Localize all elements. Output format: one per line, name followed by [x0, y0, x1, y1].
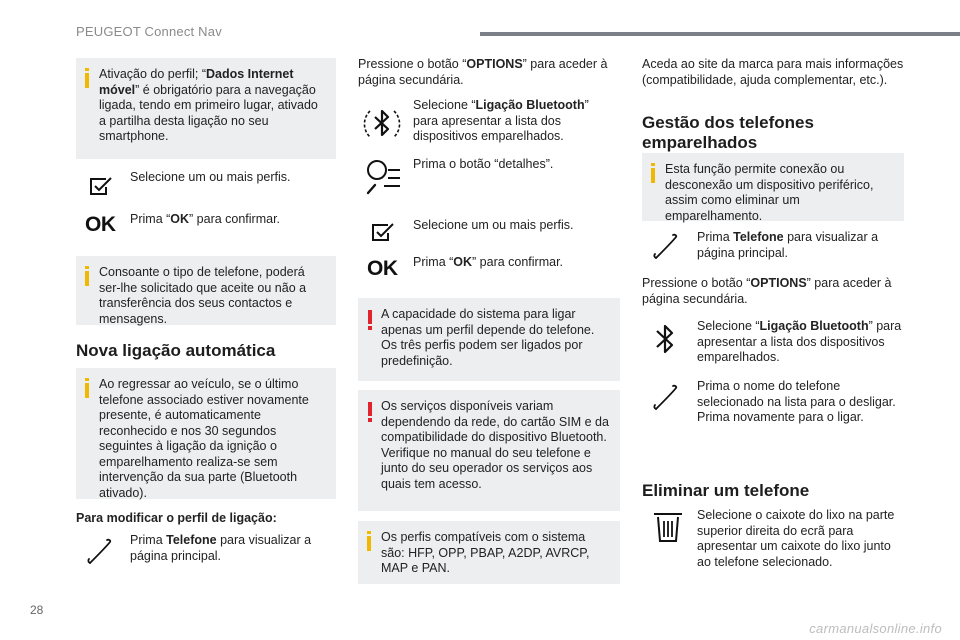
running-header: PEUGEOT Connect Nav: [76, 24, 222, 39]
phone-icon: [652, 233, 680, 261]
info-icon: [366, 531, 374, 551]
phone-icon: [86, 538, 114, 566]
section-heading-paired-phones: Gestão dos telefones emparelhados: [642, 113, 814, 152]
details-icon: [364, 157, 404, 197]
checkbox-icon: [371, 222, 395, 242]
trash-icon: [652, 510, 684, 544]
select-bluetooth-text: Selecione “Ligação Bluetooth” para apresentar a lista dos dispositivos emparelhados.: [697, 319, 902, 364]
press-phone-text: Prima Telefone para visualizar a página principal.: [130, 533, 312, 563]
trash-instruction-text: Selecione o caixote do lixo na parte superior direita do ecrã para apresentar um caixote do lixo junto ao telefone selecionado.: [697, 508, 895, 569]
warning-icon: [367, 310, 375, 330]
confirm-ok-text: Prima “OK” para confirmar.: [413, 255, 564, 269]
select-bluetooth-text: Selecione “Ligação Bluetooth” para apresentar a lista dos dispositivos emparelhados.: [413, 98, 589, 143]
info-box-auto-connection: [76, 368, 336, 499]
warning-icon: [367, 402, 375, 422]
brand-site-text: Aceda ao site da marca para mais informações (compatibilidade, ajuda complementar, etc.).: [642, 57, 904, 87]
warning-text: A capacidade do sistema para ligar apenas um perfil depende do telefone. Os três perfis podem ser ligados por predefinição.: [381, 307, 595, 368]
info-box-contacts-transfer: [76, 256, 336, 325]
press-phone-name-text: Prima o nome do telefone selecionado na lista para o desligar. Prima novamente para o ligar.: [697, 379, 896, 424]
phone-icon: [652, 384, 680, 412]
info-text: Os perfis compatíveis com o sistema são: HFP, OPP, PBAP, A2DP, AVRCP, MAP e PAN.: [381, 530, 590, 575]
details-text: Prima o botão “detalhes”.: [413, 157, 554, 171]
info-text: Consoante o tipo de telefone, poderá ser-lhe solicitado que aceite ou não a transferência dos seus contactos e mensagens.: [99, 265, 307, 326]
header-rule: [480, 32, 960, 36]
page-number: 28: [30, 603, 44, 617]
info-box-compatible-profiles: [358, 521, 620, 584]
ok-icon: OK: [367, 257, 398, 280]
select-profiles-text: Selecione um ou mais perfis.: [413, 218, 574, 232]
press-phone-text: Prima Telefone para visualizar a página principal.: [697, 230, 879, 260]
info-box-profile-activation: [76, 58, 336, 159]
info-icon: [650, 163, 658, 183]
info-box-paired-phones: [642, 153, 904, 221]
info-icon: [84, 378, 92, 398]
warning-text: Os serviços disponíveis variam dependendo da rede, do cartão SIM e da compatibilidade do dispositivo Bluetooth. Verifique no manual do seu telefone e junto do seu operador os serviços aos quais tem acesso.: [381, 399, 609, 491]
info-icon: [84, 68, 92, 88]
select-profiles-text: Selecione um ou mais perfis.: [130, 170, 291, 184]
ok-icon: OK: [85, 213, 116, 236]
bluetooth-icon: [654, 322, 676, 356]
section-heading-auto-connection: Nova ligação automática: [76, 341, 276, 360]
options-instruction: Pressione o botão “OPTIONS” para aceder à página secundária.: [358, 57, 608, 87]
info-text: Esta função permite conexão ou desconexão um dispositivo periférico, assim como eliminar um emparelhamento.: [665, 162, 874, 223]
checkbox-icon: [89, 176, 113, 196]
modify-profile-subheading: Para modificar o perfil de ligação:: [76, 511, 277, 525]
bluetooth-circle-icon: [362, 101, 402, 145]
info-icon: [84, 266, 92, 286]
watermark: carmanualsonline.info: [809, 620, 942, 636]
warning-box-services: [358, 390, 620, 511]
warning-box-profile-capacity: [358, 298, 620, 381]
confirm-ok-text: Prima “OK” para confirmar.: [130, 212, 281, 226]
info-text: Ao regressar ao veículo, se o último telefone associado estiver novamente presente, é automaticamente reconhecido e nos 30 segundos seguintes à ligação da ignição o emparelhamento realiza-se sem intervenção da sua parte (Bluetooth ativado).: [99, 377, 309, 500]
info-text: Ativação do perfil; “Dados Internet móvel” é obrigatório para a navegação ligada, tendo em primeiro lugar, ativado a partilha desta ligação no seu smartphone.: [99, 67, 318, 143]
section-heading-delete-phone: Eliminar um telefone: [642, 481, 810, 500]
options-instruction: Pressione o botão “OPTIONS” para aceder à página secundária.: [642, 276, 892, 306]
